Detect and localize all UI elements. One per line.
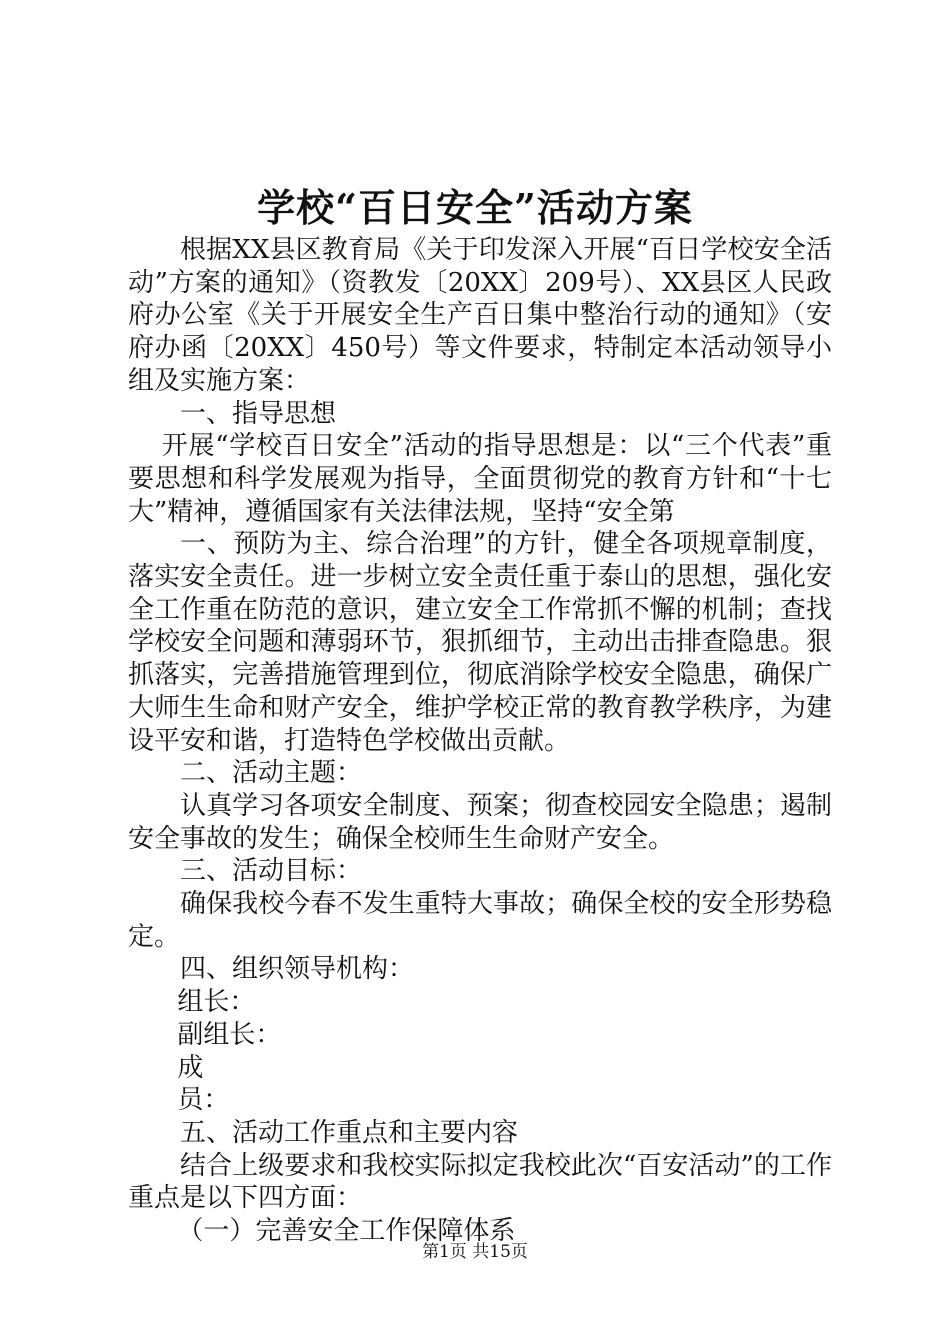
- page-footer: 第1页 共15页: [422, 1242, 528, 1262]
- document-body: [128, 234, 832, 1248]
- heading-activity-goal: 三、活动目标：: [180, 856, 363, 887]
- paragraph-activity-goal: 确保我校今春不发生重特大事故；确保全校的安全形势稳定。: [128, 889, 832, 952]
- heading-key-work: 五、活动工作重点和主要内容: [180, 1117, 519, 1148]
- paragraph-key-work: 结合上级要求和我校实际拟定我校此次“百安活动”的工作重点是以下四方面：: [128, 1150, 832, 1214]
- heading-guiding-thought: 一、指导思想: [180, 398, 337, 429]
- paragraph-guiding-thought-cont: 一、预防为主、综合治理”的方针，健全各项规章制度，落实安全责任。进一步树立安全责任重于泰山的思想，强化安全工作重在防范的意识，建立安全工作常抓不懈的机制；查找学校安全问题和薄弱环节，狠抓细节，主动出击排查隐患。狠抓落实，完善措施管理到位，彻底消除学校安全隐患，确保广大师生生命和财产安全，维护学校正常的教育教学秩序，为建设平安和谐，打造特色学校做出贡献。: [128, 529, 832, 756]
- paragraph-activity-theme: 认真学习各项安全制度、预案；彻查校园安全隐患；遏制安全事故的发生；确保全校师生生命财产安全。: [128, 790, 832, 854]
- line-group-leader: 组长：: [177, 987, 256, 1018]
- document-title: 学校“百日安全”活动方案: [257, 185, 693, 230]
- heading-organization: 四、组织领导机构：: [180, 954, 415, 985]
- paragraph-intro: 根据XX县区教育局《关于印发深入开展“百日学校安全活动”方案的通知》（资教发〔20XX〕209号）、XX县区人民政府办公室《关于开展安全生产百日集中整治行动的通知》（安府办函〔20XX〕450号）等文件要求，特制定本活动领导小组及实施方案：: [128, 235, 832, 396]
- line-members-2: 员：: [177, 1085, 230, 1116]
- line-members-1: 成: [177, 1052, 204, 1083]
- heading-activity-theme: 二、活动主题：: [180, 758, 363, 789]
- subheading-safety-system: （一）完善安全工作保障体系: [177, 1216, 516, 1247]
- paragraph-guiding-thought: 开展“学校百日安全”活动的指导思想是：以“三个代表”重要思想和科学发展观为指导，全面贯彻党的教育方针和“十七大”精神，遵循国家有关法律法规，坚持“安全第: [128, 431, 832, 527]
- line-deputy-leader: 副组长：: [177, 1019, 282, 1050]
